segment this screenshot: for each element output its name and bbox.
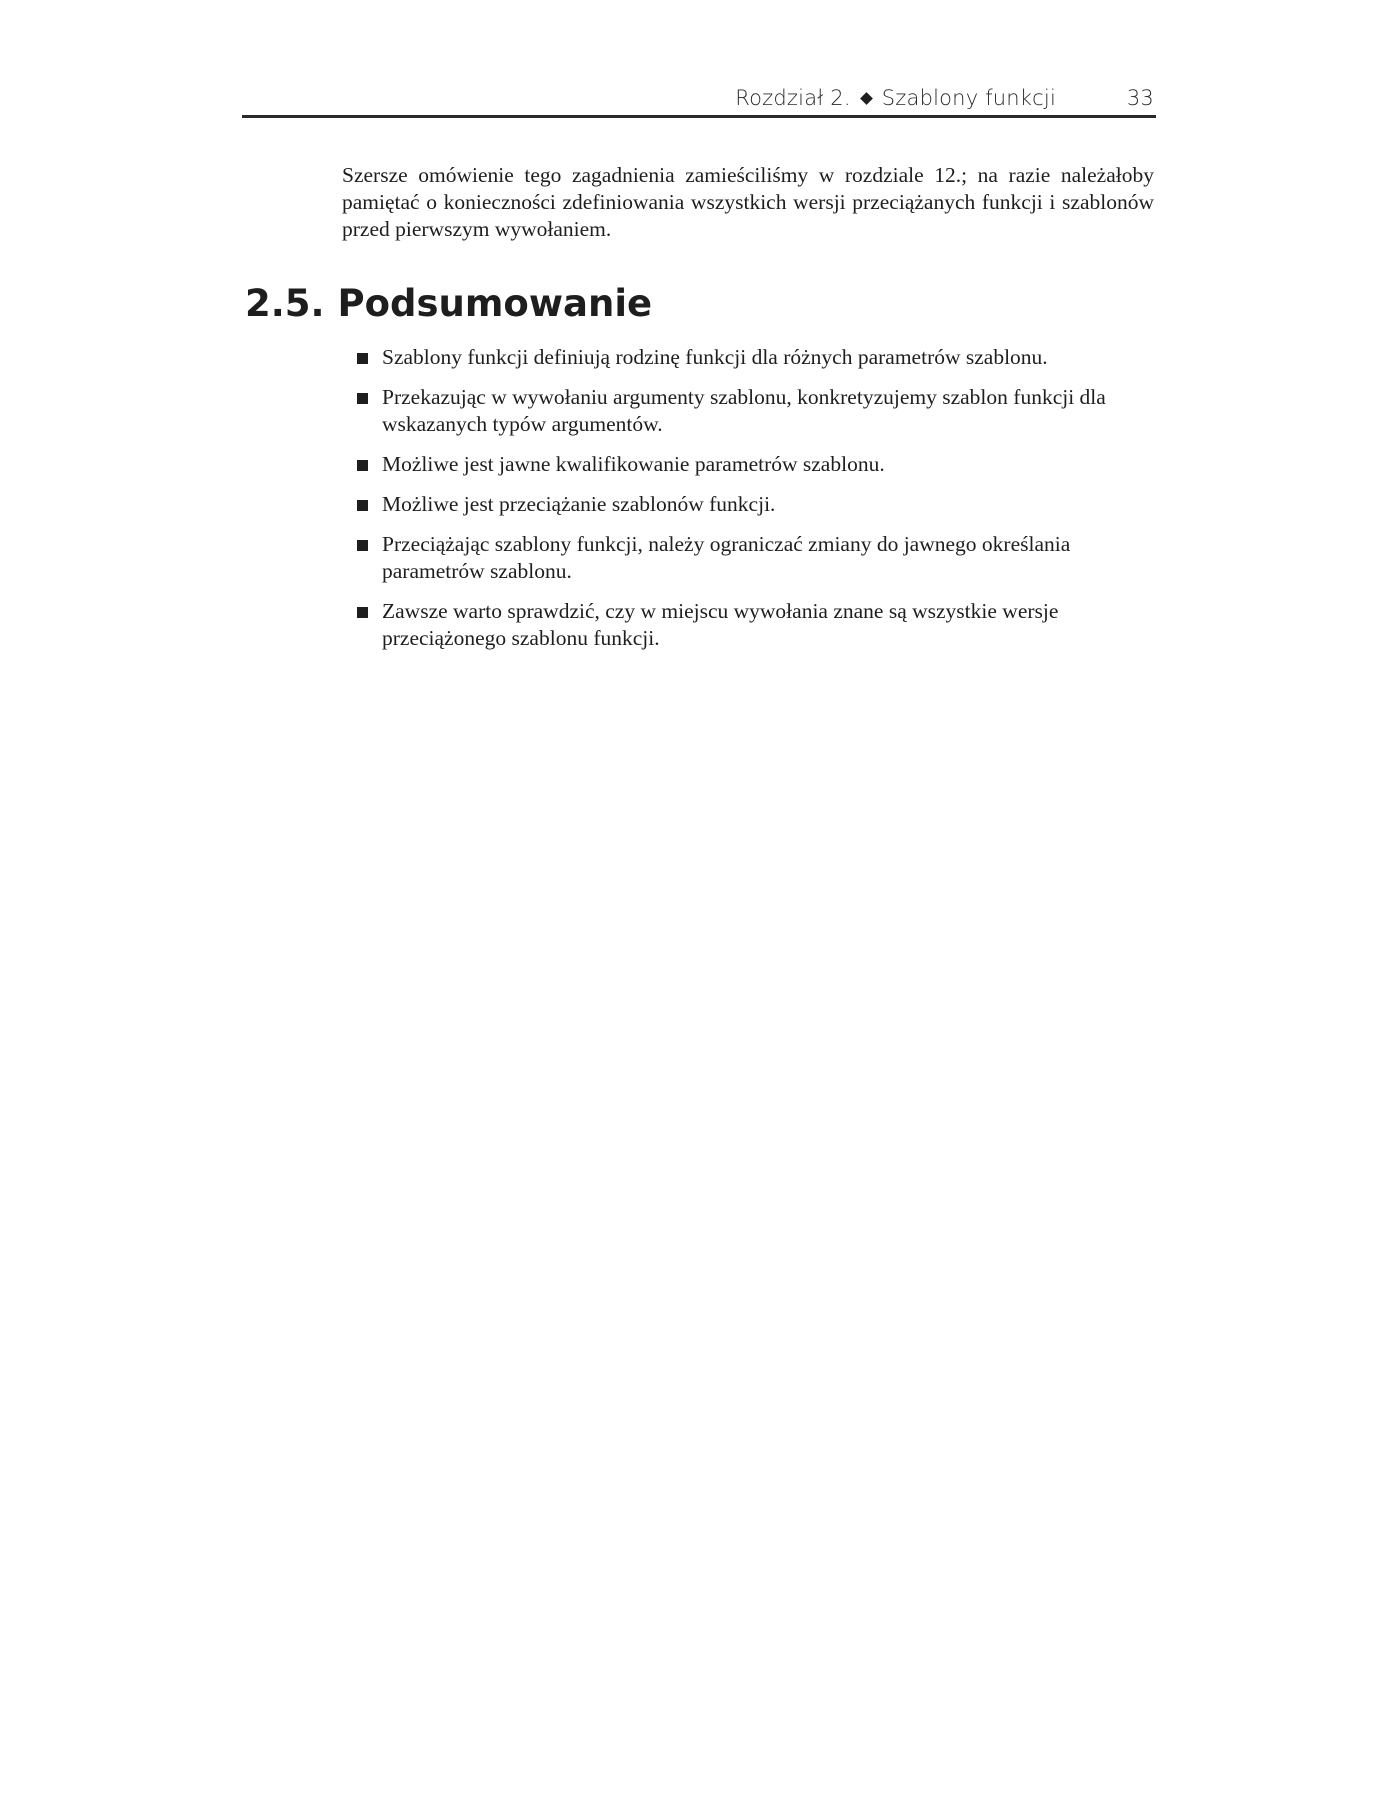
list-item-text: Zawsze warto sprawdzić, czy w miejscu wywołania znane są wszystkie wersje przeciążonego szablonu funkcji. <box>382 599 1059 650</box>
section-heading: 2.5. Podsumowanie <box>245 282 653 325</box>
list-item-text: Możliwe jest jawne kwalifikowanie parametrów szablonu. <box>382 452 885 476</box>
square-bullet-icon <box>357 500 368 511</box>
list-item-text: Szablony funkcji definiują rodzinę funkcji dla różnych parametrów szablonu. <box>382 345 1048 369</box>
header-chapter-name: Szablony funkcji <box>881 86 1056 110</box>
header-divider <box>242 115 1156 118</box>
list-item <box>357 531 1137 585</box>
list-item <box>357 598 1137 652</box>
square-bullet-icon <box>357 540 368 551</box>
intro-paragraph: Szersze omówienie tego zagadnienia zamieściliśmy w rozdziale 12.; na razie należałoby pamiętać o konieczności zdefiniowania wszystkich wersji przeciążanych funkcji i szablonów przed pierwszym wywołaniem. <box>342 163 1154 241</box>
page-number: 33 <box>1126 86 1154 110</box>
square-bullet-icon <box>357 353 368 364</box>
header-chapter-label: Rozdział 2. <box>735 86 851 110</box>
square-bullet-icon <box>357 607 368 618</box>
list-item-text: Przeciążając szablony funkcji, należy ograniczać zmiany do jawnego określania parametrów szablonu. <box>382 532 1071 583</box>
square-bullet-icon <box>357 460 368 471</box>
list-item-text: Przekazując w wywołaniu argumenty szablonu, konkretyzujemy szablon funkcji dla wskazanych typów argumentów. <box>382 385 1106 436</box>
summary-list <box>357 344 1137 665</box>
header-chapter-title <box>735 86 1056 110</box>
list-item-text: Możliwe jest przeciążanie szablonów funkcji. <box>382 492 776 516</box>
list-item <box>357 491 1137 518</box>
running-header <box>242 82 1156 112</box>
list-item <box>357 451 1137 478</box>
square-bullet-icon <box>357 393 368 404</box>
diamond-icon <box>860 92 873 105</box>
list-item <box>357 384 1137 438</box>
list-item <box>357 344 1137 371</box>
